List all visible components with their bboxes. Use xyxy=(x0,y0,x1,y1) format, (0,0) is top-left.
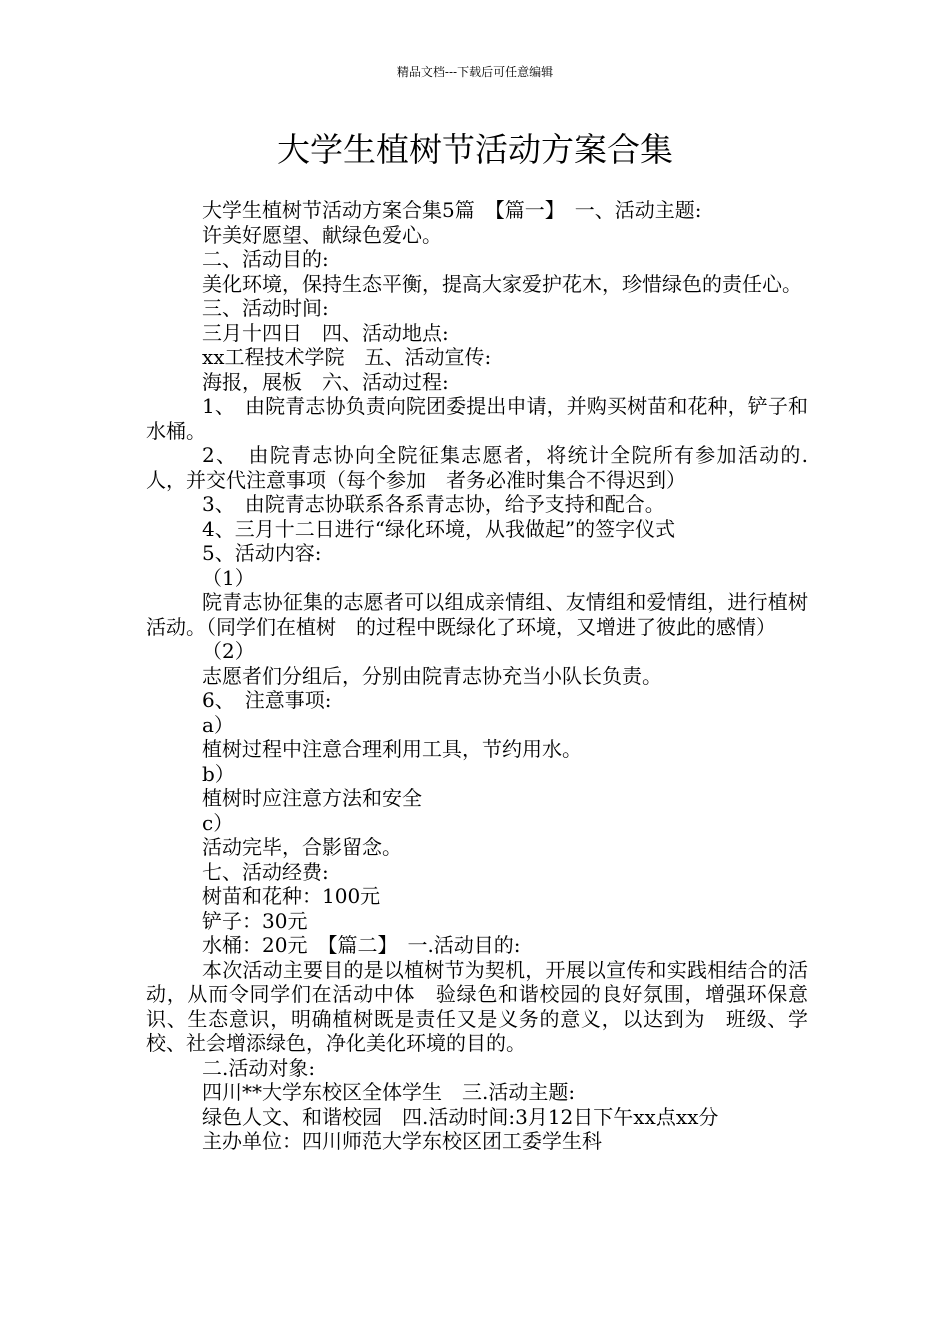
paragraph: 4、三月十二日进行“绿化环境，从我做起”的签字仪式 xyxy=(202,516,676,541)
paragraph: 二.活动对象: xyxy=(202,1055,316,1080)
document-body xyxy=(146,198,808,1154)
paragraph: 活动完毕，合影留念。 xyxy=(202,835,402,859)
page-header: 精品文档---下载后可任意编辑 xyxy=(396,65,554,79)
paragraph: 3、 由院青志协联系各系青志协，给予支持和配合。 xyxy=(202,492,665,516)
paragraph: 铲子：30元 xyxy=(202,908,308,933)
paragraph: 2、 由院青志协向全院征集志愿者，将统计全院所有参加活动的.人，并交代注意事项（每个参加 者务必准时集合不得迟到） xyxy=(146,443,808,492)
paragraph: 水桶：20元 【篇二】 一.活动目的: xyxy=(202,933,521,957)
paragraph: 三、活动时间: xyxy=(202,296,329,320)
paragraph: 6、 注意事项: xyxy=(202,688,332,712)
paragraph: 海报，展板 六、活动过程: xyxy=(202,369,449,394)
paragraph: 5、活动内容: xyxy=(202,541,322,565)
paragraph: 绿色人文、和谐校园 四.活动时间:3月12日下午xx点xx分 xyxy=(202,1104,719,1129)
paragraph: 1、 由院青志协负责向院团委提出申请，并购买树苗和花种，铲子和水桶。 xyxy=(146,394,808,443)
paragraph: 主办单位：四川师范大学东校区团工委学生科 xyxy=(202,1129,602,1153)
paragraph: 许美好愿望、献绿色爱心。 xyxy=(202,222,442,247)
paragraph: 美化环境，保持生态平衡，提高大家爱护花木，珍惜绿色的责任心。 xyxy=(202,271,802,296)
paragraph: b） xyxy=(202,761,235,786)
paragraph: 院青志协征集的志愿者可以组成亲情组、友情组和爱情组，进行植树活动。（同学们在植树 的过程中既绿化了环境，又增进了彼此的感情） xyxy=(146,590,808,639)
paragraph: a） xyxy=(202,712,234,737)
paragraph: 四川**大学东校区全体学生 三.活动主题: xyxy=(202,1080,576,1104)
paragraph: 树苗和花种：100元 xyxy=(202,884,381,908)
paragraph: 志愿者们分组后，分别由院青志协充当小队长负责。 xyxy=(202,663,662,688)
paragraph: （1） xyxy=(202,565,255,590)
document-title: 大学生植树节活动方案合集 xyxy=(277,130,673,169)
paragraph: 植树时应注意方法和安全 xyxy=(202,786,422,810)
paragraph: xx工程技术学院 五、活动宣传: xyxy=(202,345,492,369)
paragraph: 植树过程中注意合理利用工具，节约用水。 xyxy=(202,737,582,761)
paragraph: （2） xyxy=(202,639,255,663)
paragraph: 三月十四日 四、活动地点: xyxy=(202,320,449,345)
paragraph: 二、活动目的: xyxy=(202,247,329,271)
paragraph: 大学生植树节活动方案合集5篇 【篇一】 一、活动主题: xyxy=(202,198,702,222)
paragraph: 本次活动主要目的是以植树节为契机，开展以宣传和实践相结合的活动，从而令同学们在活动中体 验绿色和谐校园的良好氛围，增强环保意识、生态意识，明确植树既是责任又是义务的意义，以达到为 班级、学校、社会增添绿色，净化美化环境的目的。 xyxy=(146,957,808,1055)
paragraph: 七、活动经费: xyxy=(202,859,329,884)
paragraph: c） xyxy=(202,810,234,835)
